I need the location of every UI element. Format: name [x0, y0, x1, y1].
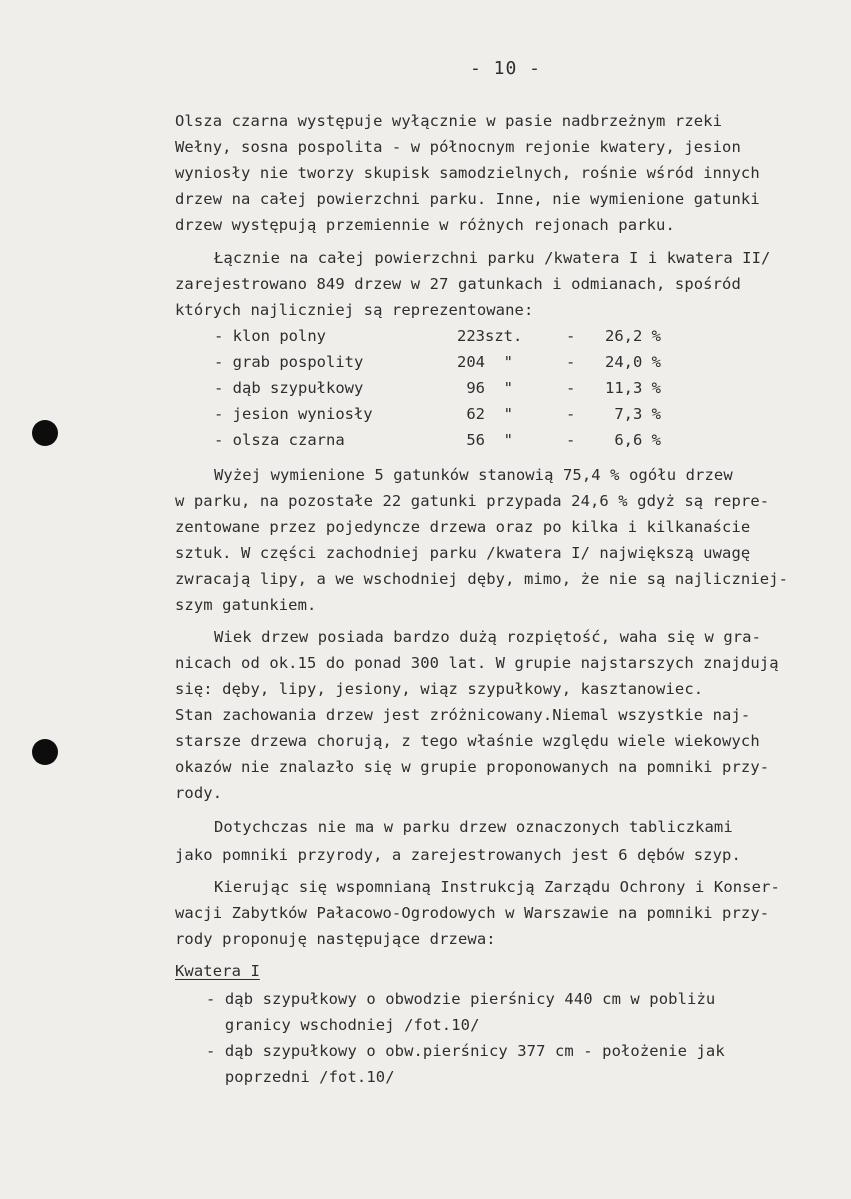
paragraph-1-line: drzew na całej powierzchni parku. Inne, nie wymienione gatunki — [175, 190, 760, 208]
paragraph-3-line: zwracają lipy, a we wschodniej dęby, mimo, że nie są najliczniej- — [175, 570, 789, 588]
paragraph-2-line: których najliczniej są reprezentowane: — [175, 301, 534, 319]
species-percent: 6,6 % — [605, 431, 661, 449]
paragraph-4-line: starsze drzewa chorują, z tego właśnie względu wiele wiekowych — [175, 732, 760, 750]
paragraph-3-line: szym gatunkiem. — [175, 596, 317, 614]
paragraph-1-line: Olsza czarna występuje wyłącznie w pasie nadbrzeżnym rzeki — [175, 112, 723, 130]
paragraph-3-line: zentowane przez pojedyncze drzewa oraz po kilka i kilkanaście — [175, 518, 751, 536]
paragraph-5-line: jako pomniki przyrody, a zarejestrowanych jest 6 dębów szyp. — [175, 846, 741, 864]
paragraph-6-line: rody proponuję następujące drzewa: — [175, 930, 496, 948]
proposal-line: poprzedni /fot.10/ — [206, 1068, 395, 1086]
paragraph-4-line: rody. — [175, 784, 223, 802]
paragraph-6-line: Kierując się wspomnianą Instrukcją Zarządu Ochrony i Konser- — [214, 878, 780, 896]
proposal-line: - dąb szypułkowy o obw.pierśnicy 377 cm - położenie jak — [206, 1042, 725, 1060]
proposal-line: granicy wschodniej /fot.10/ — [206, 1016, 480, 1034]
section-heading: Kwatera I — [175, 962, 260, 980]
paragraph-4-line: Stan zachowania drzew jest zróżnicowany.Niemal wszystkie naj- — [175, 706, 751, 724]
punch-hole-top — [32, 420, 58, 446]
proposal-line: - dąb szypułkowy o obwodzie pierśnicy 440 cm w pobliżu — [206, 990, 716, 1008]
species-name: - grab pospolity — [214, 353, 364, 371]
species-name: - jesion wyniosły — [214, 405, 373, 423]
paragraph-1-line: wyniosły nie tworzy skupisk samodzielnych, rośnie wśród innych — [175, 164, 760, 182]
species-percent: 7,3 % — [605, 405, 661, 423]
paragraph-4-line: okazów nie znalazło się w grupie proponowanych na pomniki przy- — [175, 758, 770, 776]
species-percent: 11,3 % — [605, 379, 661, 397]
paragraph-4-line: Wiek drzew posiada bardzo dużą rozpiętość, waha się w gra- — [214, 628, 762, 646]
species-dash: - — [566, 431, 576, 449]
paragraph-2-line: Łącznie na całej powierzchni parku /kwatera I i kwatera II/ — [214, 249, 771, 267]
species-count: 62 " — [457, 405, 513, 423]
paragraph-5-line: Dotychczas nie ma w parku drzew oznaczonych tabliczkami — [214, 818, 733, 836]
species-name: - olsza czarna — [214, 431, 345, 449]
paragraph-3-line: Wyżej wymienione 5 gatunków stanowią 75,4 % ogółu drzew — [214, 466, 733, 484]
species-dash: - — [566, 327, 576, 345]
paragraph-6-line: wacji Zabytków Pałacowo-Ogrodowych w Warszawie na pomniki przy- — [175, 904, 770, 922]
paragraph-3-line: w parku, na pozostałe 22 gatunki przypada 24,6 % gdyż są repre- — [175, 492, 770, 510]
paragraph-3-line: sztuk. W części zachodniej parku /kwatera I/ największą uwagę — [175, 544, 751, 562]
paragraph-1-line: drzew występują przemiennie w różnych rejonach parku. — [175, 216, 675, 234]
paragraph-4-line: nicach od ok.15 do ponad 300 lat. W grupie najstarszych znajdują — [175, 654, 779, 672]
paragraph-1-line: Wełny, sosna pospolita - w północnym rejonie kwatery, jesion — [175, 138, 741, 156]
species-percent: 24,0 % — [605, 353, 661, 371]
species-count: 204 " — [457, 353, 513, 371]
page-number: - 10 - — [470, 58, 542, 79]
paragraph-2-line: zarejestrowano 849 drzew w 27 gatunkach i odmianach, spośród — [175, 275, 741, 293]
species-count: 96 " — [457, 379, 513, 397]
punch-hole-bottom — [32, 739, 58, 765]
species-count: 223szt. — [457, 327, 523, 345]
species-dash: - — [566, 353, 576, 371]
species-name: - dąb szypułkowy — [214, 379, 364, 397]
species-count: 56 " — [457, 431, 513, 449]
paragraph-4-line: się: dęby, lipy, jesiony, wiąz szypułkowy, kasztanowiec. — [175, 680, 704, 698]
species-dash: - — [566, 379, 576, 397]
species-name: - klon polny — [214, 327, 326, 345]
species-percent: 26,2 % — [605, 327, 661, 345]
species-dash: - — [566, 405, 576, 423]
